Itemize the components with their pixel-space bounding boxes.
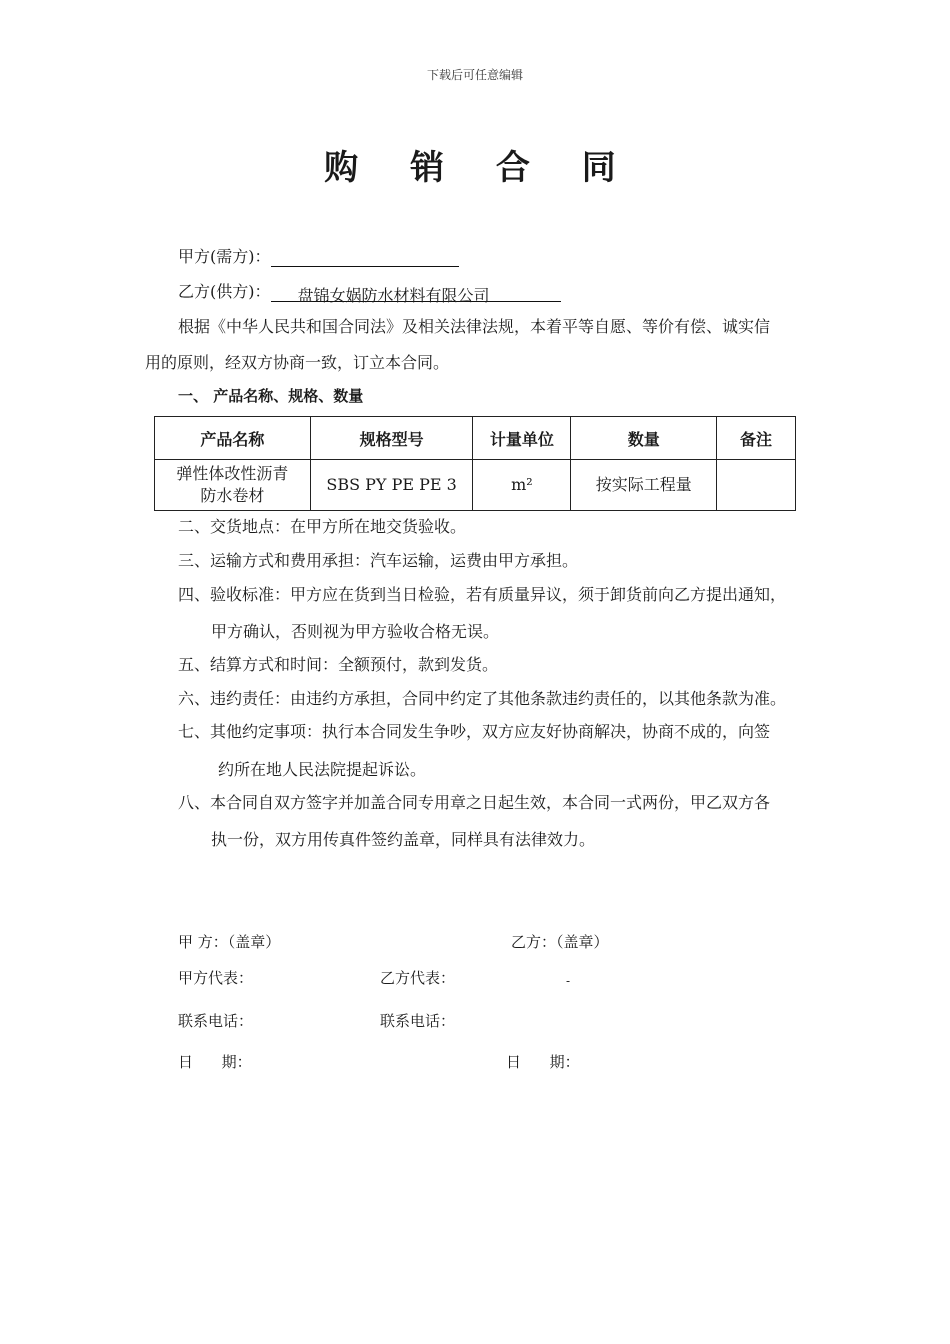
party-a-date: 日 期：	[178, 1053, 252, 1071]
party-b-phone: 联系电话：	[380, 1012, 456, 1030]
preamble-line-1: 根据《中华人民共和国合同法》及相关法律法规，本着平等自愿、等价有偿、诚实信	[178, 317, 771, 336]
party-a-representative: 甲方代表：	[178, 969, 254, 987]
party-b-name-field	[271, 283, 561, 305]
col-header-spec: 规格型号	[310, 417, 473, 460]
party-b-line	[178, 279, 561, 305]
product-name-line-2: 防水卷材	[200, 486, 265, 505]
party-a-label: 甲方(需方)：	[178, 247, 271, 266]
preamble-line-2: 用的原则，经双方协商一致，订立本合同。	[145, 353, 450, 372]
section-1-title: 一、 产品名称、规格、数量	[178, 387, 364, 405]
party-b-representative: 乙方代表：	[380, 969, 456, 987]
party-a-phone: 联系电话：	[178, 1012, 254, 1030]
clause-2: 二、交货地点：在甲方所在地交货验收。	[178, 517, 467, 536]
clause-3: 三、运输方式和费用承担：汽车运输，运费由甲方承担。	[178, 551, 579, 570]
party-b-representative-mark: -	[566, 974, 571, 988]
clause-4-line-1: 四、验收标准：甲方应在货到当日检验，若有质量异议，须于卸货前向乙方提出通知，	[178, 585, 787, 604]
cell-remark	[717, 460, 796, 511]
table-header-row	[155, 417, 796, 460]
page-title: 购 销 合 同	[324, 148, 636, 188]
product-table	[154, 416, 796, 511]
party-a-seal: 甲 方：（盖章）	[178, 933, 281, 951]
col-header-quantity: 数量	[571, 417, 717, 460]
cell-product-name	[155, 460, 311, 511]
header-note: 下载后可任意编辑	[426, 68, 523, 82]
clause-7-line-1: 七、其他约定事项：执行本合同发生争吵，双方应友好协商解决，协商不成的，向签	[178, 722, 771, 741]
party-b-date: 日 期：	[506, 1053, 580, 1071]
clause-7-line-2: 约所在地人民法院提起诉讼。	[218, 760, 427, 779]
party-b-name: 盘锦女娲防水材料有限公司	[297, 286, 490, 305]
table-row	[155, 460, 796, 511]
clause-5: 五、结算方式和时间：全额预付，款到发货。	[178, 655, 499, 674]
col-header-remark: 备注	[717, 417, 796, 460]
clause-4-line-2: 甲方确认，否则视为甲方验收合格无误。	[211, 622, 500, 641]
cell-unit: m²	[473, 460, 571, 511]
party-b-seal: 乙方：（盖章）	[511, 933, 609, 951]
party-a-line	[178, 244, 459, 267]
clause-8-line-2: 执一份，双方用传真件签约盖章，同样具有法律效力。	[211, 830, 596, 849]
cell-spec: SBS PY PE PE 3	[310, 460, 473, 511]
clause-8-line-1: 八、本合同自双方签字并加盖合同专用章之日起生效，本合同一式两份，甲乙双方各	[178, 793, 771, 812]
col-header-name: 产品名称	[155, 417, 311, 460]
col-header-unit: 计量单位	[473, 417, 571, 460]
party-a-blank	[271, 248, 459, 267]
cell-quantity: 按实际工程量	[571, 460, 717, 511]
product-name-line-1: 弹性体改性沥青	[176, 464, 289, 483]
clause-6: 六、违约责任：由违约方承担，合同中约定了其他条款违约责任的，以其他条款为准。	[178, 689, 787, 708]
party-b-label: 乙方(供方)：	[178, 282, 271, 301]
